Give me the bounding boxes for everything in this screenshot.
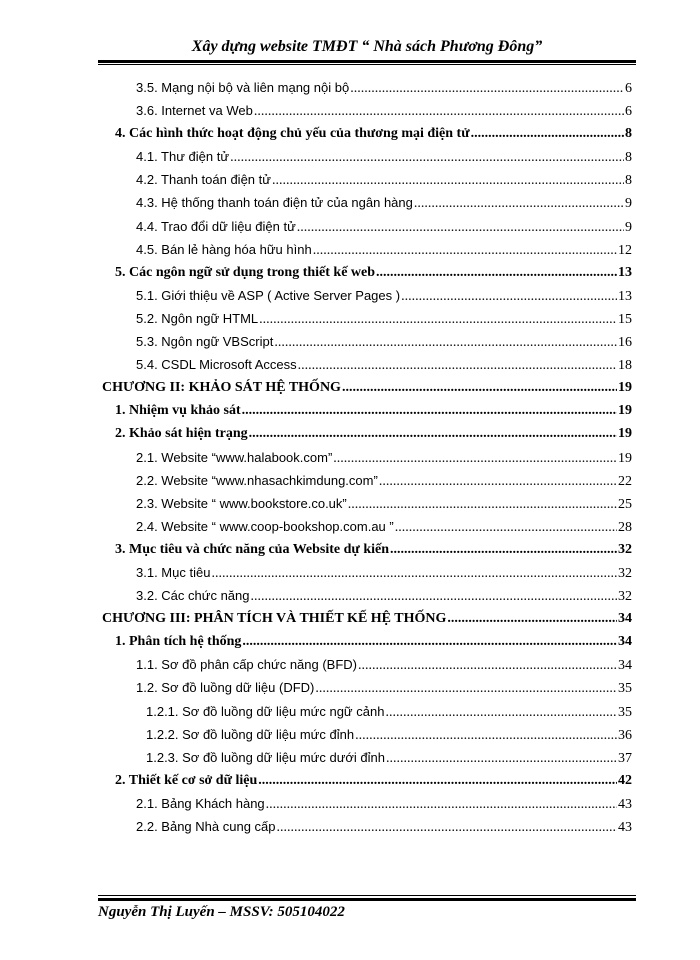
toc-entry-page: 13 <box>618 288 632 304</box>
toc-dot-leader <box>333 451 617 467</box>
toc-entry-page: 28 <box>618 519 632 535</box>
toc-entry-title: 5.4. CSDL Microsoft Access <box>136 357 297 373</box>
toc-entry-title: 4.2. Thanh toán điện tử <box>136 172 271 188</box>
toc-entry-title: CHƯƠNG II: KHẢO SÁT HỆ THỐNG <box>102 380 341 396</box>
toc-entry[interactable] <box>98 657 632 680</box>
toc-entry[interactable] <box>98 288 632 311</box>
toc-entry-page: 12 <box>618 242 632 258</box>
toc-entry-page: 15 <box>618 311 632 327</box>
toc-entry-page: 13 <box>618 264 632 280</box>
toc-dot-leader <box>315 681 617 697</box>
footer-author: Nguyễn Thị Luyến – MSSV: 505104022 <box>98 904 345 920</box>
toc-dot-leader <box>274 335 617 351</box>
toc-entry[interactable] <box>98 519 632 542</box>
toc-entry-page: 8 <box>625 150 632 166</box>
toc-entry-page: 9 <box>625 219 632 235</box>
toc-dot-leader <box>249 426 617 442</box>
toc-entry-title: 2.2. Website “www.nhasachkimdung.com” <box>136 472 378 488</box>
toc-entry-page: 19 <box>618 426 632 442</box>
toc-entry-title: 3.2. Các chức năng <box>136 588 250 604</box>
toc-entry[interactable] <box>98 403 632 426</box>
toc-entry[interactable] <box>98 542 632 565</box>
toc-entry-title: 2.2. Bảng Nhà cung cấp <box>136 819 276 834</box>
toc-dot-leader <box>313 243 617 259</box>
toc-entry-title: 5. Các ngôn ngữ sử dụng trong thiết kế web <box>115 264 376 280</box>
toc-entry[interactable] <box>98 450 632 473</box>
toc-entry-page: 19 <box>618 403 632 419</box>
toc-entry-title: 2.1. Bảng Khách hàng <box>136 795 265 811</box>
toc-entry-page: 35 <box>618 681 632 697</box>
toc-entry[interactable] <box>98 265 632 288</box>
toc-entry-page: 8 <box>625 126 632 142</box>
toc-dot-leader <box>401 289 617 305</box>
footer-rule-thin <box>98 895 636 896</box>
toc-entry-title: 1.1. Sơ đồ phân cấp chức năng (BFD) <box>136 657 358 673</box>
toc-dot-leader <box>230 150 624 166</box>
toc-entry-title: 4.4. Trao đổi dữ liệu điện tử <box>136 218 296 234</box>
toc-entry[interactable] <box>98 380 632 403</box>
toc-entry[interactable] <box>98 473 632 496</box>
toc-entry-title: 3. Mục tiêu và chức năng của Website dự kiến <box>115 541 390 557</box>
toc-entry-page: 43 <box>618 796 632 812</box>
toc-entry[interactable] <box>98 195 632 218</box>
toc-dot-leader <box>242 403 617 419</box>
header-rule-thin <box>98 64 636 65</box>
toc-entry[interactable] <box>98 796 632 819</box>
toc-entry-title: 2.4. Website “ www.coop-bookshop.com.au ” <box>136 518 394 534</box>
toc-dot-leader <box>390 542 617 558</box>
toc-entry-title: 1. Phân tích hệ thống <box>115 634 242 650</box>
toc-dot-leader <box>254 104 624 120</box>
toc-entry[interactable] <box>98 149 632 172</box>
footer-rule <box>98 898 636 901</box>
toc-entry-page: 9 <box>625 196 632 212</box>
toc-entry-page: 8 <box>625 173 632 189</box>
toc-dot-leader <box>386 751 617 767</box>
toc-entry-page: 22 <box>618 473 632 489</box>
toc-entry-title: 2. Khảo sát hiện trạng <box>115 426 248 442</box>
toc-entry-page: 35 <box>618 704 632 720</box>
toc-entry-page: 32 <box>618 589 632 605</box>
toc-entry-title: 1. Nhiệm vụ khảo sát <box>115 403 241 419</box>
toc-dot-leader <box>358 658 617 674</box>
toc-entry[interactable] <box>98 565 632 588</box>
toc-dot-leader <box>395 520 617 536</box>
toc-entry-title: 3.6. Internet va Web <box>136 103 253 119</box>
toc-entry-title: 2. Thiết kế cơ sở dữ liệu <box>115 772 258 788</box>
toc-entry-title: 2.1. Website “www.halabook.com” <box>136 449 333 465</box>
toc-dot-leader <box>242 634 617 650</box>
toc-entry[interactable] <box>98 80 632 103</box>
toc-entry[interactable] <box>98 588 632 611</box>
toc-entry-title: 5.3. Ngôn ngữ VBScript <box>136 334 274 350</box>
toc-entry-page: 25 <box>618 496 632 512</box>
toc-entry[interactable] <box>98 704 632 727</box>
toc-entry[interactable] <box>98 357 632 380</box>
toc-dot-leader <box>414 196 624 212</box>
page-header-title: Xây dựng website TMĐT “ Nhà sách Phương Đông” <box>191 38 543 55</box>
toc-dot-leader <box>251 589 618 605</box>
toc-dot-leader <box>211 566 617 582</box>
toc-entry[interactable] <box>98 126 632 149</box>
toc-dot-leader <box>471 126 624 142</box>
toc-entry[interactable] <box>98 727 632 750</box>
toc-entry-title: CHƯƠNG III: PHÂN TÍCH VÀ THIẾT KẾ HỆ THỐNG <box>102 611 447 627</box>
toc-dot-leader <box>258 773 617 789</box>
toc-entry-title: 3.5. Mạng nội bộ và liên mạng nội bộ <box>136 80 350 95</box>
toc-entry-title: 4.5. Bán lẻ hàng hóa hữu hình <box>136 241 312 257</box>
toc-entry-title: 1.2.3. Sơ đồ luồng dữ liệu mức dưới đỉnh <box>146 749 386 765</box>
toc-entry-title: 1.2. Sơ đồ luồng dữ liệu (DFD) <box>136 680 315 696</box>
toc-entry-page: 43 <box>618 820 632 835</box>
table-of-contents <box>98 80 632 842</box>
toc-entry-page: 6 <box>625 104 632 120</box>
toc-dot-leader <box>447 611 617 627</box>
toc-dot-leader <box>350 81 624 97</box>
toc-entry-page: 42 <box>618 772 632 788</box>
toc-entry-page: 6 <box>625 81 632 96</box>
toc-dot-leader <box>298 358 617 374</box>
toc-entry[interactable] <box>98 242 632 265</box>
toc-entry-page: 37 <box>618 750 632 766</box>
toc-entry[interactable] <box>98 103 632 126</box>
toc-entry-page: 32 <box>618 541 632 557</box>
toc-dot-leader <box>272 173 624 189</box>
toc-entry-page: 19 <box>618 380 632 396</box>
header-rule <box>98 60 636 63</box>
toc-dot-leader <box>342 380 617 396</box>
toc-entry-title: 1.2.1. Sơ đồ luồng dữ liệu mức ngữ cảnh <box>146 703 385 719</box>
toc-entry-page: 34 <box>618 658 632 674</box>
toc-entry-title: 3.1. Mục tiêu <box>136 564 211 580</box>
toc-entry-page: 16 <box>618 335 632 351</box>
toc-dot-leader <box>385 705 617 721</box>
toc-entry-page: 34 <box>618 611 632 627</box>
toc-dot-leader <box>277 820 618 836</box>
toc-entry-title: 4. Các hình thức hoạt động chủ yếu của thương mại điện tử <box>115 126 470 142</box>
toc-entry[interactable] <box>98 680 632 703</box>
toc-entry-title: 1.2.2. Sơ đồ luồng dữ liệu mức đỉnh <box>146 726 355 742</box>
toc-entry[interactable] <box>98 311 632 334</box>
toc-dot-leader <box>376 265 617 281</box>
toc-dot-leader <box>355 728 617 744</box>
toc-entry[interactable] <box>98 611 632 634</box>
toc-dot-leader <box>266 797 617 813</box>
toc-entry-page: 19 <box>618 450 632 466</box>
toc-entry[interactable] <box>98 750 632 773</box>
toc-entry[interactable] <box>98 172 632 195</box>
toc-entry-title: 2.3. Website “ www.bookstore.co.uk” <box>136 495 347 511</box>
toc-dot-leader <box>259 312 617 328</box>
toc-entry[interactable] <box>98 219 632 242</box>
toc-dot-leader <box>297 220 624 236</box>
toc-dot-leader <box>348 497 617 513</box>
toc-entry-page: 18 <box>618 358 632 374</box>
toc-entry[interactable] <box>98 426 632 449</box>
toc-entry-page: 32 <box>618 565 632 581</box>
toc-entry[interactable] <box>98 634 632 657</box>
toc-entry-page: 34 <box>618 634 632 650</box>
toc-entry-title: 4.3. Hệ thống thanh toán điện tử của ngân hàng <box>136 195 413 211</box>
toc-entry-page: 36 <box>618 727 632 743</box>
toc-entry-title: 5.1. Giới thiệu về ASP ( Active Server Pages ) <box>136 287 401 303</box>
toc-entry-title: 4.1. Thư điện tử <box>136 149 230 165</box>
toc-entry-title: 5.2. Ngôn ngữ HTML <box>136 310 259 326</box>
toc-dot-leader <box>379 474 617 490</box>
toc-entry[interactable] <box>98 773 632 796</box>
toc-entry[interactable] <box>98 496 632 519</box>
toc-entry[interactable] <box>98 334 632 357</box>
toc-entry[interactable] <box>98 819 632 842</box>
